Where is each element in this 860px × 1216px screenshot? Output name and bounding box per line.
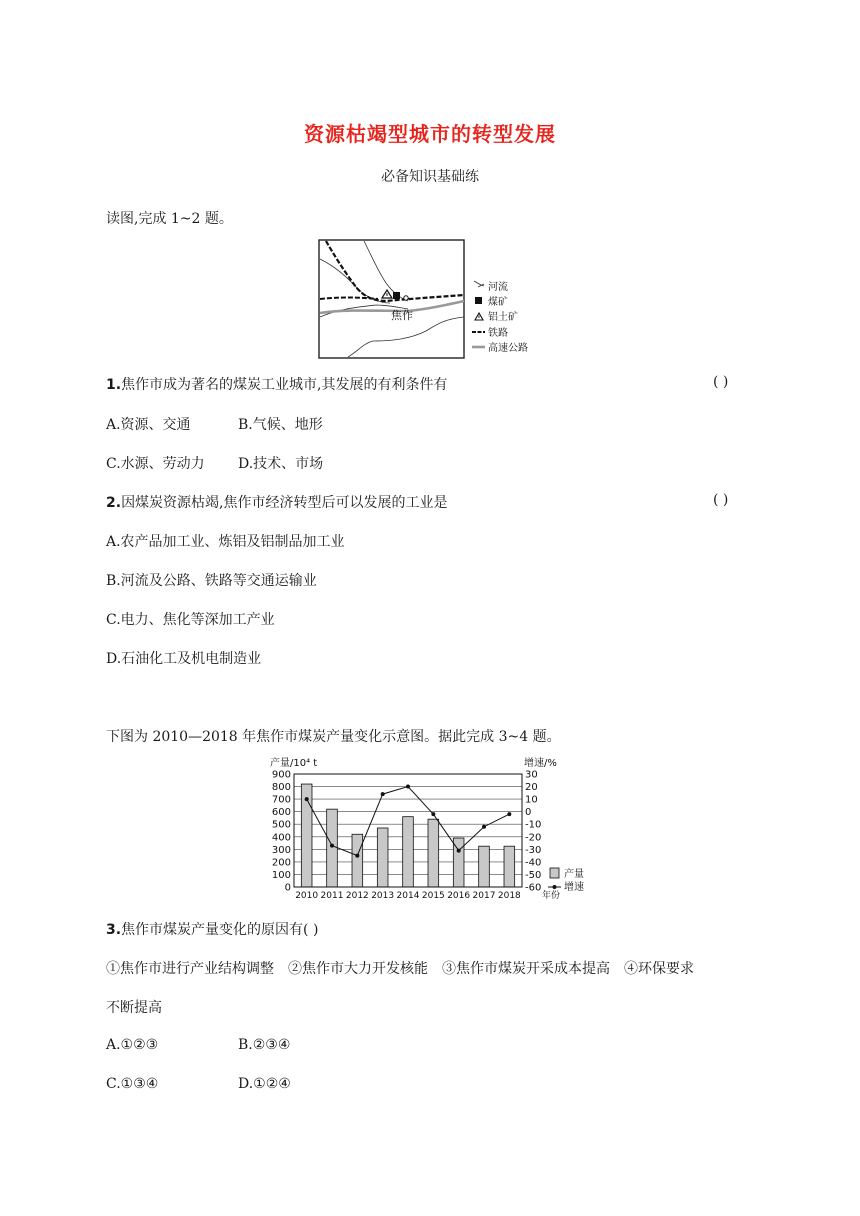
legend-bar-swatch [550, 868, 559, 878]
question-number: 3. [106, 922, 122, 938]
question-1 [106, 374, 448, 394]
intro-q1-2: 读图,完成 1~2 题。 [106, 211, 233, 227]
option-d: D.石油化工及机电制造业 [106, 651, 262, 667]
map-figure [318, 239, 554, 363]
x-tick-label: 2010 [295, 891, 319, 900]
bar-2017 [479, 846, 490, 887]
bar-2014 [403, 817, 414, 887]
question-3 [106, 919, 318, 939]
statement-list-continued: 不断提高 [106, 1000, 162, 1016]
question-stem: 焦作市成为著名的煤炭工业城市,其发展的有利条件有 [121, 377, 448, 393]
question-2 [106, 492, 448, 512]
y-left-tick-label: 500 [271, 819, 291, 831]
x-tick-label: 2013 [371, 891, 395, 900]
legend-line-marker [553, 885, 557, 889]
y-right-tick-label: -60 [525, 882, 542, 894]
growth-point-2015 [431, 812, 435, 816]
growth-point-2016 [457, 849, 461, 853]
y-left-tick-label: 200 [271, 857, 291, 869]
y-right-tick-label: 0 [525, 807, 532, 819]
y-right-tick-label: -30 [525, 844, 542, 856]
option-d: D.①②④ [238, 1076, 291, 1092]
legend-highway-label: 高速公路 [488, 343, 528, 354]
option-b: B.②③④ [238, 1037, 291, 1053]
y-right-tick-label: -50 [525, 869, 542, 881]
section-subtitle: 必备知识基础练 [381, 169, 479, 185]
y-left-tick-label: 900 [271, 769, 291, 781]
x-tick-label: 2018 [497, 891, 521, 900]
option-c: C.①③④ [106, 1076, 159, 1092]
question-stem: 因煤炭资源枯竭,焦作市经济转型后可以发展的工业是 [121, 495, 448, 511]
y-axis-right-label: 增速/% [524, 758, 557, 769]
x-tick-label: 2011 [320, 891, 344, 900]
chart-legend [548, 867, 584, 893]
question-number: 2. [106, 495, 122, 511]
growth-point-2014 [406, 785, 410, 789]
y-left-tick-label: 100 [271, 869, 291, 881]
growth-point-2010 [305, 797, 309, 801]
y-left-tick-label: 400 [271, 832, 291, 844]
x-tick-label: 2017 [472, 891, 496, 900]
growth-point-2017 [482, 825, 486, 829]
legend-coal-icon [475, 297, 482, 304]
statement-list: ①焦作市进行产业结构调整 ②焦作市大力开发核能 ③焦作市煤炭开采成本提高 ④环保要求 [106, 961, 694, 977]
y-right-tick-label: -10 [525, 819, 542, 831]
legend-line-label: 增速 [564, 882, 584, 893]
growth-point-2018 [507, 812, 511, 816]
x-axis-suffix: 年份 [542, 891, 561, 900]
legend-river-label: 河流 [488, 282, 508, 293]
y-right-tick-label: 10 [525, 794, 538, 806]
bar-2015 [428, 819, 439, 887]
legend-river-icon [474, 281, 484, 287]
x-tick-label: 2014 [396, 891, 420, 900]
question-stem: 焦作市煤炭产量变化的原因有( ) [121, 922, 319, 938]
growth-point-2011 [330, 844, 334, 848]
bar-2012 [352, 834, 363, 887]
legend-railway-label: 铁路 [488, 328, 508, 339]
map-legend [472, 280, 528, 354]
option-d: D.技术、市场 [238, 456, 324, 472]
x-tick-label: 2016 [447, 891, 471, 900]
answer-blank: ( ) [713, 492, 729, 508]
y-right-tick-label: -20 [525, 832, 542, 844]
legend-bauxite-label: 铝土矿 [488, 312, 518, 323]
y-right-tick-label: 30 [525, 769, 538, 781]
option-a: A.农产品加工业、炼铝及铝制品加工业 [106, 534, 345, 550]
legend-coal-label: 煤矿 [488, 297, 508, 308]
legend-bar-label: 产量 [564, 869, 584, 880]
y-left-tick-label: 800 [271, 782, 291, 794]
question-number: 1. [106, 377, 122, 393]
y-left-tick-label: 700 [271, 794, 291, 806]
page-title: 资源枯竭型城市的转型发展 [304, 122, 556, 146]
growth-point-2013 [381, 792, 385, 796]
intro-q3-4: 下图为 2010—2018 年焦作市煤炭产量变化示意图。据此完成 3~4 题。 [106, 729, 561, 745]
city-marker [404, 296, 408, 300]
y-axis-left-label: 产量/10⁴ t [270, 758, 318, 769]
bar-2018 [504, 846, 515, 887]
x-tick-label: 2015 [421, 891, 445, 900]
option-b: B.河流及公路、铁路等交通运输业 [106, 573, 317, 589]
option-c: C.水源、劳动力 [106, 456, 205, 472]
y-right-tick-label: -40 [525, 857, 542, 869]
legend-bauxite-icon [475, 313, 483, 320]
y-left-tick-label: 600 [271, 807, 291, 819]
option-b: B.气候、地形 [238, 417, 323, 433]
option-c: C.电力、焦化等深加工产业 [106, 612, 275, 628]
x-tick-label: 2012 [345, 891, 369, 900]
map-city-label: 焦作 [391, 309, 413, 322]
coal-output-chart [262, 756, 602, 900]
y-left-tick-label: 300 [271, 844, 291, 856]
bar-2013 [377, 828, 388, 887]
y-right-tick-label: 20 [525, 782, 538, 794]
answer-blank: ( ) [713, 374, 729, 390]
coal-mine-icon [393, 292, 400, 299]
option-a: A.①②③ [106, 1037, 159, 1053]
y-left-tick-label: 0 [284, 882, 291, 894]
option-a: A.资源、交通 [106, 417, 191, 433]
bar-2011 [327, 809, 338, 887]
growth-point-2012 [355, 854, 359, 858]
